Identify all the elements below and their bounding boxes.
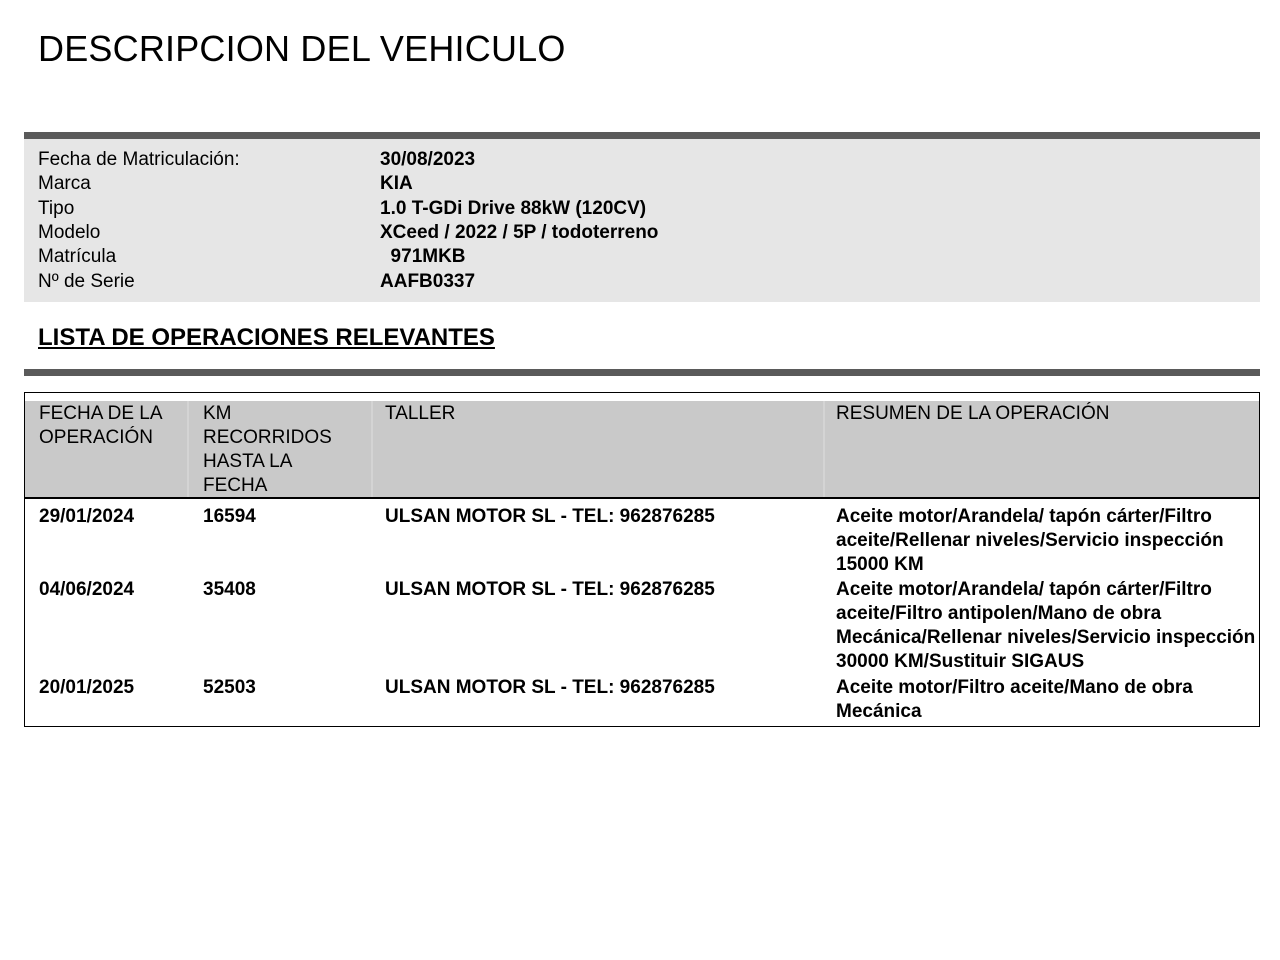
- info-label: Tipo: [38, 198, 75, 219]
- info-label: Marca: [38, 173, 91, 194]
- info-value: AAFB0337: [380, 271, 476, 292]
- info-label: Matrícula: [38, 246, 117, 267]
- info-label: Nº de Serie: [38, 271, 135, 292]
- header-km: KM RECORRIDOS HASTA LA FECHA: [203, 403, 332, 496]
- cell-resumen: Aceite motor/Arandela/ tapón cárter/Filtro aceite/Rellenar niveles/Servicio inspección 15000 KM: [836, 506, 1224, 575]
- cell-resumen: Aceite motor/Filtro aceite/Mano de obra Mecánica: [836, 677, 1193, 722]
- cell-km: 16594: [203, 506, 256, 527]
- info-row-tipo: [24, 197, 1260, 221]
- info-row-numero-serie: [24, 270, 1260, 294]
- info-value: XCeed / 2022 / 5P / todoterreno: [380, 222, 659, 243]
- table-header: [25, 401, 1259, 499]
- page-title: DESCRIPCION DEL VEHICULO: [38, 28, 566, 69]
- info-label: Fecha de Matriculación:: [38, 149, 240, 170]
- cell-fecha: 29/01/2024: [39, 506, 135, 527]
- info-value: 971MKB: [380, 246, 466, 267]
- info-value: 1.0 T-GDi Drive 88kW (120CV): [380, 198, 647, 219]
- header-fecha: FECHA DE LA OPERACIÓN: [39, 403, 162, 448]
- header-taller: TALLER: [385, 403, 456, 424]
- cell-resumen: Aceite motor/Arandela/ tapón cárter/Filtro aceite/Filtro antipolen/Mano de obra Mecánica/Rellenar niveles/Servicio inspección 30000 KM/Sustituir SIGAUS: [836, 579, 1256, 672]
- info-value: 30/08/2023: [380, 149, 476, 170]
- info-row-fecha-matriculacion: [24, 148, 1260, 172]
- info-row-matricula: [24, 245, 1260, 269]
- cell-fecha: 04/06/2024: [39, 579, 135, 600]
- top-divider: [24, 132, 1260, 139]
- info-value: KIA: [380, 173, 413, 194]
- column-separator: [371, 401, 373, 497]
- header-resumen: RESUMEN DE LA OPERACIÓN: [836, 403, 1110, 424]
- operations-table: [24, 392, 1260, 727]
- cell-taller: ULSAN MOTOR SL - TEL: 962876285: [385, 579, 715, 600]
- cell-fecha: 20/01/2025: [39, 677, 135, 698]
- cell-taller: ULSAN MOTOR SL - TEL: 962876285: [385, 506, 715, 527]
- operations-divider: [24, 369, 1260, 376]
- cell-km: 52503: [203, 677, 256, 698]
- info-label: Modelo: [38, 222, 101, 243]
- vehicle-info-panel: [24, 139, 1260, 302]
- operations-title: LISTA DE OPERACIONES RELEVANTES: [38, 324, 495, 351]
- cell-taller: ULSAN MOTOR SL - TEL: 962876285: [385, 677, 715, 698]
- info-row-modelo: [24, 221, 1260, 245]
- cell-km: 35408: [203, 579, 256, 600]
- info-row-marca: [24, 172, 1260, 196]
